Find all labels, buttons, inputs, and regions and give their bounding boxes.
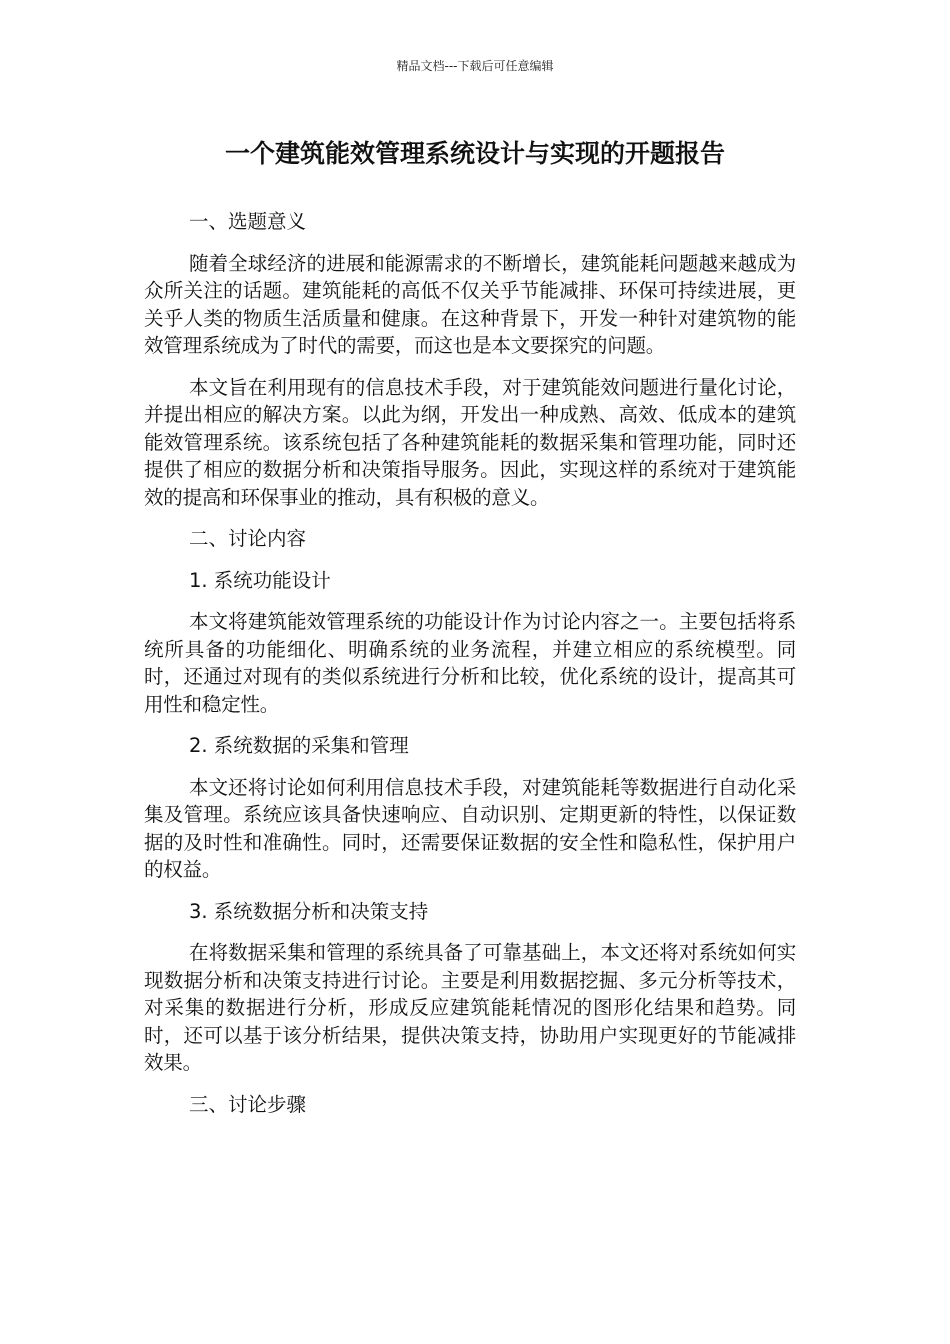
subsection-heading-2-1: 1. 系统功能设计 xyxy=(189,568,331,592)
section-heading-2: 二、讨论内容 xyxy=(189,527,307,550)
document-body xyxy=(144,208,796,1118)
paragraph-1: 随着全球经济的进展和能源需求的不断增长，建筑能耗问题越来越成为众所关注的话题。建筑能耗的高低不仅关乎节能减排、环保可持续进展，更关乎人类的物质生活质量和健康。在这种背景下，开发一种针对建筑物的能效管理系统成为了时代的需要，而这也是本文要探究的问题。 xyxy=(144,251,796,357)
header-note: 精品文档---下载后可任意编辑 xyxy=(396,59,554,73)
paragraph-2: 本文旨在利用现有的信息技术手段，对于建筑能效问题进行量化讨论，并提出相应的解决方案。以此为纲，开发出一种成熟、高效、低成本的建筑能效管理系统。该系统包括了各种建筑能耗的数据采集和管理功能，同时还提供了相应的数据分析和决策指导服务。因此，实现这样的系统对于建筑能效的提高和环保事业的推动，具有积极的意义。 xyxy=(144,375,796,509)
section-heading-3: 三、讨论步骤 xyxy=(189,1092,307,1116)
document-title: 一个建筑能效管理系统设计与实现的开题报告 xyxy=(224,139,725,168)
subsection-heading-2-3: 3. 系统数据分析和决策支持 xyxy=(189,899,429,923)
section-heading-1: 一、选题意义 xyxy=(189,210,307,233)
subsection-heading-2-2: 2. 系统数据的采集和管理 xyxy=(189,734,409,757)
paragraph-2-2: 本文还将讨论如何利用信息技术手段，对建筑能耗等数据进行自动化采集及管理。系统应该具备快速响应、自动识别、定期更新的特性，以保证数据的及时性和准确性。同时，还需要保证数据的安全性和隐私性，保护用户的权益。 xyxy=(144,775,796,881)
paragraph-2-1: 本文将建筑能效管理系统的功能设计作为讨论内容之一。主要包括将系统所具备的功能细化、明确系统的业务流程，并建立相应的系统模型。同时，还通过对现有的类似系统进行分析和比较，优化系统的设计，提高其可用性和稳定性。 xyxy=(144,610,796,716)
paragraph-2-3: 在将数据采集和管理的系统具备了可靠基础上，本文还将对系统如何实现数据分析和决策支持进行讨论。主要是利用数据挖掘、多元分析等技术，对采集的数据进行分析，形成反应建筑能耗情况的图形化结果和趋势。同时，还可以基于该分析结果，提供决策支持，协助用户实现更好的节能减排效果。 xyxy=(144,941,796,1074)
